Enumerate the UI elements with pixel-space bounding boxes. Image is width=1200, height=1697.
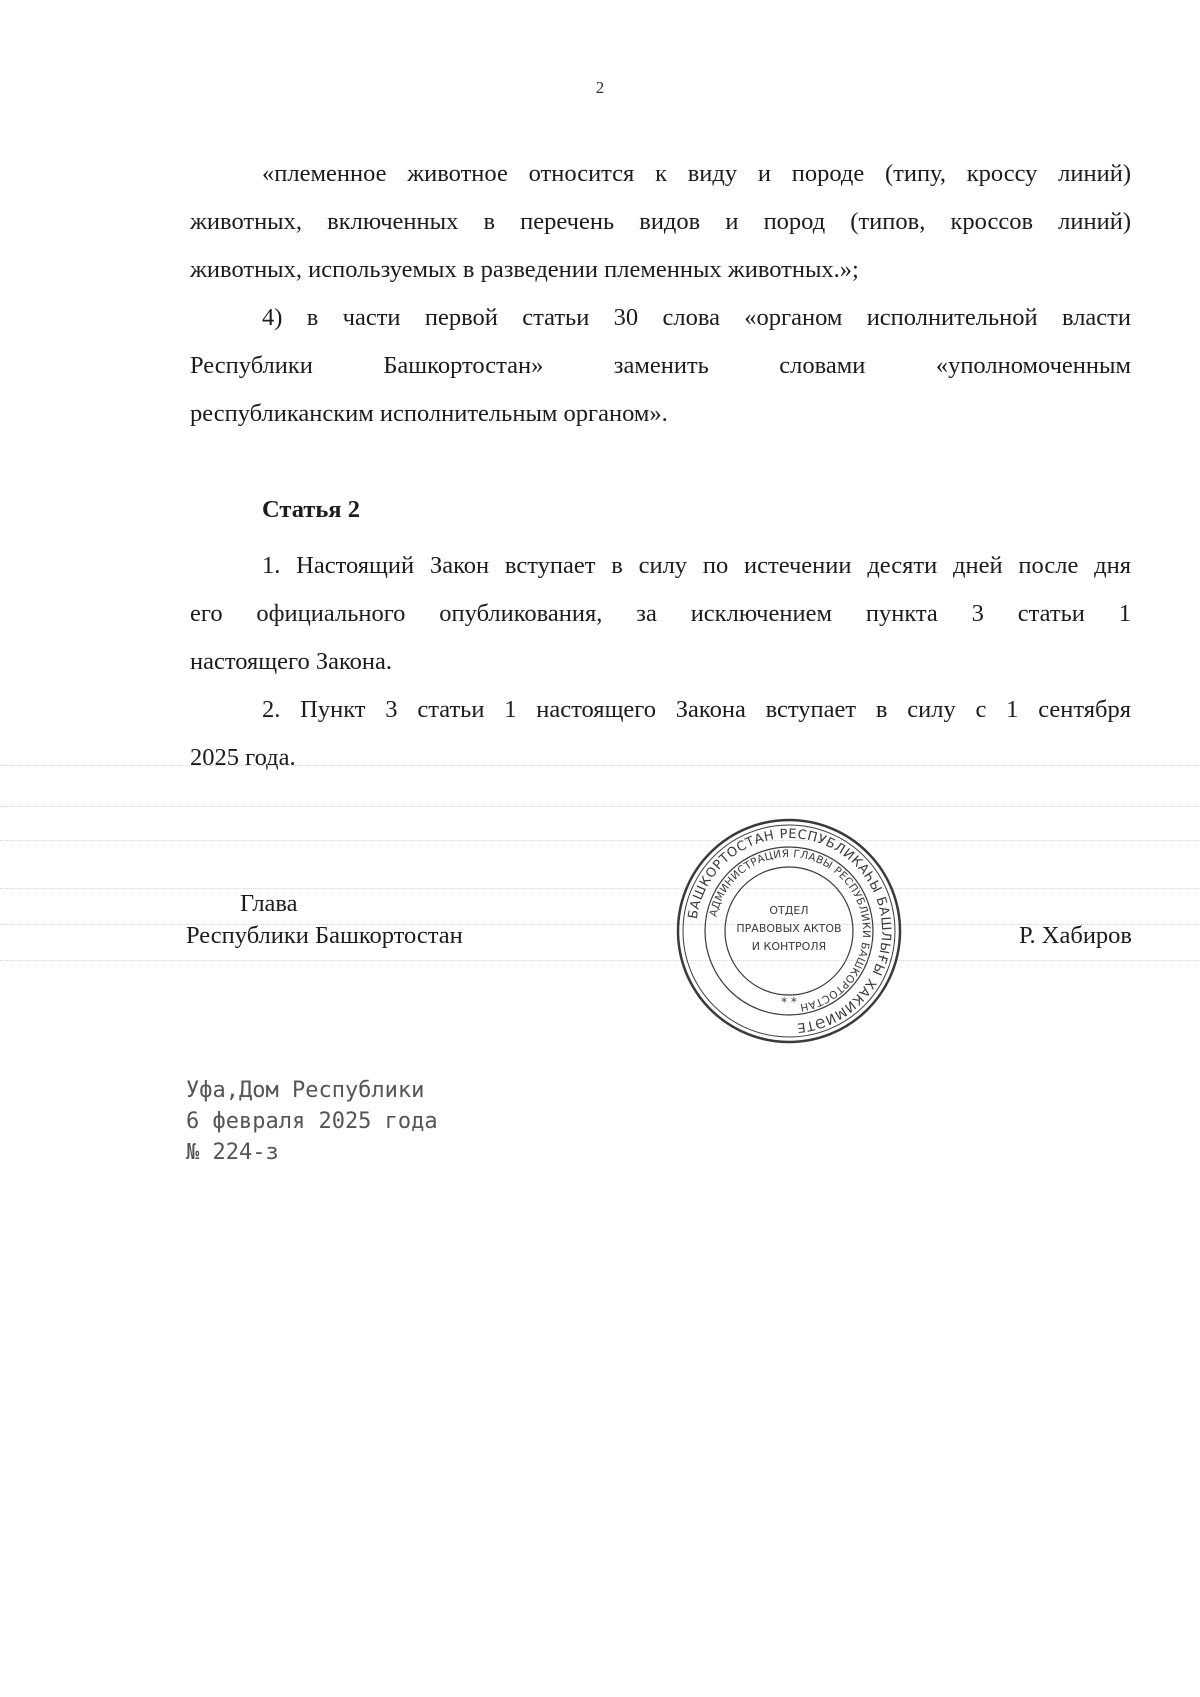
text-line: 1. Настоящий Закон вступает в силу по истечении десяти дней после дня: [262, 552, 1131, 579]
text-line: настоящего Закона.: [190, 648, 393, 675]
text-line: животных, включенных в перечень видов и пород (типов, кроссов линий): [190, 208, 1131, 235]
paragraph-breeding-animal: [190, 150, 1131, 294]
stamp-star-icon: * *: [781, 995, 797, 1009]
text-line: 4) в части первой статьи 30 слова «органом исполнительной власти: [262, 304, 1131, 331]
enactment-date: 6 февраля 2025 года: [186, 1109, 438, 1134]
enactment-info: [186, 1075, 438, 1168]
article2-body: [190, 542, 1131, 782]
stamp-outer-ring-text: БАШКОРТОСТАН РЕСПУБЛИКАҺЫ БАШЛЫҒЫ ХАКИМИӘТЕ: [685, 826, 894, 1035]
signatory-name: Р. Хабиров: [1018, 922, 1132, 949]
scan-artifact-line: [0, 840, 1200, 841]
article2-paragraph-2: [190, 686, 1131, 782]
text-line: республиканским исполнительным органом».: [190, 400, 668, 427]
official-stamp: [674, 816, 904, 1046]
text-line: 2. Пункт 3 статьи 1 настоящего Закона вступает в силу с 1 сентября: [262, 696, 1131, 723]
stamp-center-line-3: И КОНТРОЛЯ: [751, 940, 827, 953]
scan-artifact-line: [0, 960, 1200, 961]
law-number: № 224-з: [186, 1140, 279, 1165]
stamp-center-line-1: ОТДЕЛ: [769, 904, 809, 917]
article2-paragraph-1: [190, 542, 1131, 686]
text-line: «племенное животное относится к виду и породе (типу, кроссу линий): [262, 160, 1131, 187]
scan-artifact-line: [0, 806, 1200, 807]
paragraph-item-4: [190, 294, 1131, 438]
stamp-inner-ring-text: АДМИНИСТРАЦИЯ ГЛАВЫ РЕСПУБЛИКИ БАШКОРТОСТАН: [707, 847, 873, 1014]
scan-artifact-line: [0, 765, 1200, 766]
signatory-organization: Республики Башкортостан: [186, 922, 463, 949]
scan-artifact-line: [0, 888, 1200, 889]
text-line: его официального опубликования, за исключением пункта 3 статьи 1: [190, 600, 1131, 627]
article-2-heading: Статья 2: [262, 496, 360, 523]
stamp-center-line-2: ПРАВОВЫХ АКТОВ: [736, 922, 842, 935]
text-line: 2025 года.: [190, 744, 296, 771]
enactment-place: Уфа,Дом Республики: [186, 1078, 425, 1103]
text-line: Республики Башкортостан» заменить словами «уполномоченным: [190, 352, 1131, 379]
article1-tail: [190, 150, 1131, 438]
text-line: животных, используемых в разведении племенных животных.»;: [190, 256, 859, 283]
page-number: 2: [595, 78, 605, 97]
signatory-title: Глава: [240, 890, 298, 917]
